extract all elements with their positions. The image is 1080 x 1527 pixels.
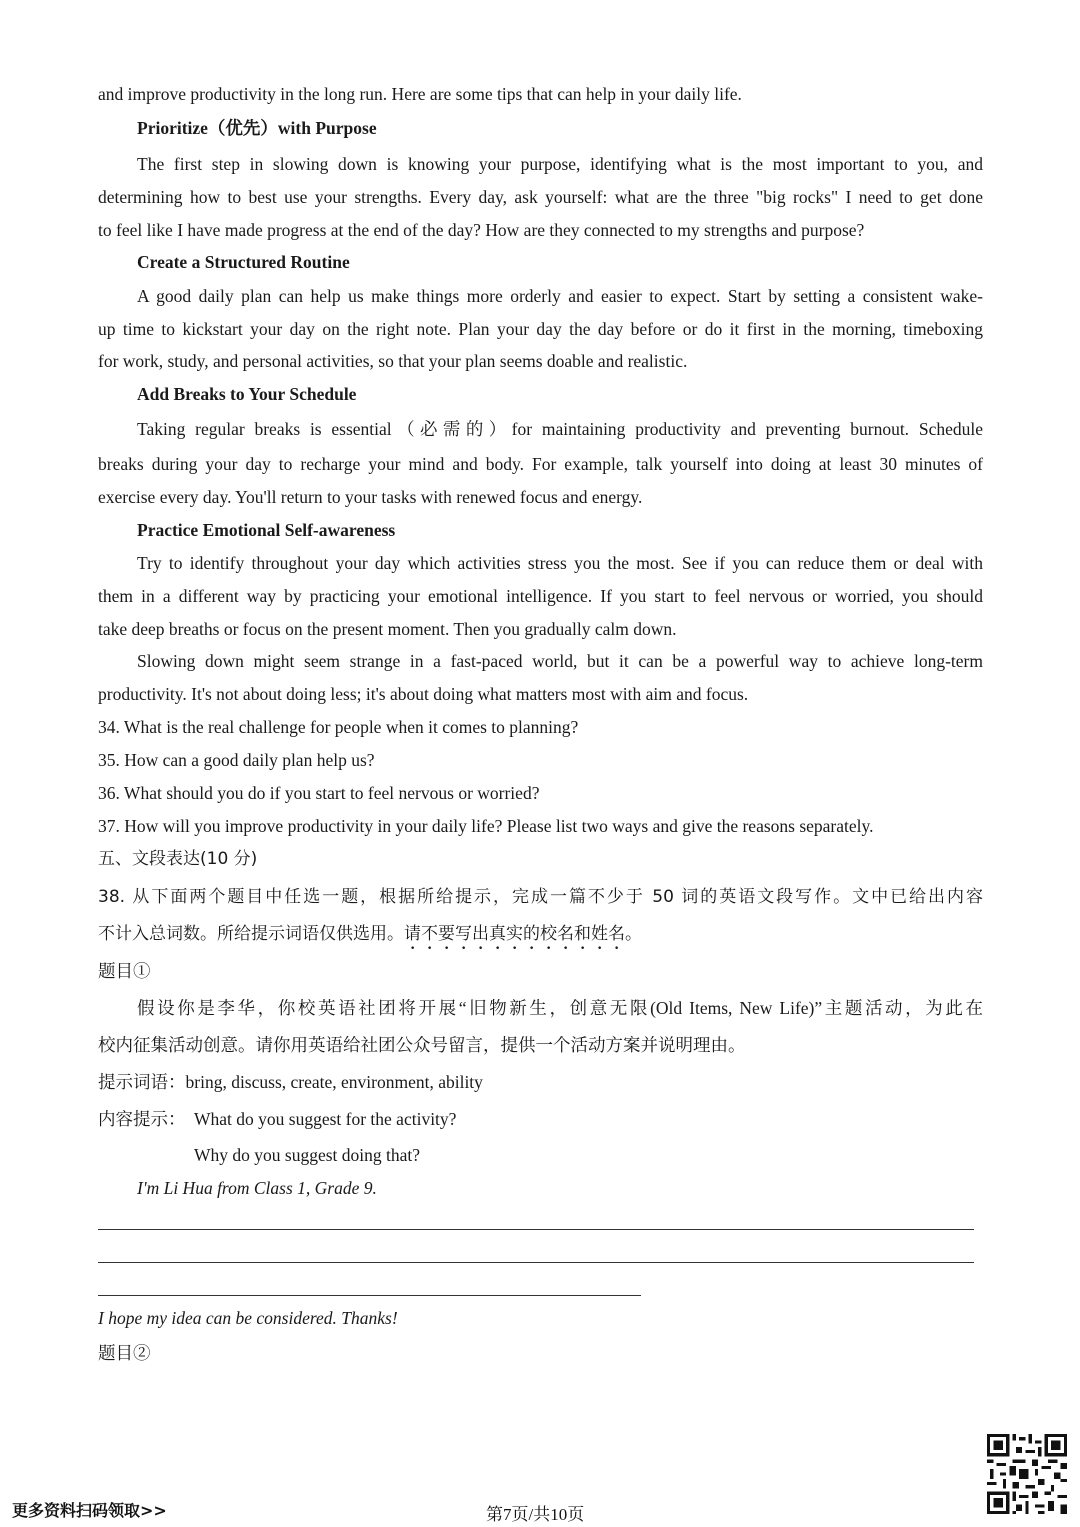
text-line: for work, study, and personal activities, so that your plan seems doable and realistic. [98,351,688,371]
section-title: 五、文段表达(10 分) [98,849,258,869]
text-line: productivity. It's not about doing less; it's about doing what matters most with aim and focus. [98,684,749,704]
text-line: take deep breaths or focus on the present moment. Then you gradually calm down. [98,619,677,639]
section-heading: Add Breaks to Your Schedule [137,384,357,404]
question-37: 37. How will you improve productivity in your daily life? Please list two ways and give the reasons separately. [98,816,874,836]
q38-end: 。 [625,924,642,944]
section-heading: Prioritize（优先）with Purpose [137,118,377,138]
section-heading: Practice Emotional Self-awareness [137,520,396,540]
qr-code-icon [987,1434,1067,1514]
text-line: determining how to best use your strengths. Every day, ask yourself: what are the three "big rocks" I need to get done [98,187,983,207]
text-line: A good daily plan can help us make things more orderly and easier to expect. Start by setting a consistent wake- [137,286,983,306]
section-heading: Create a Structured Routine [137,252,350,272]
text-line: Slowing down might seem strange in a fast-paced world, but it can be a powerful way to achieve long-term [137,651,983,671]
text-line: exercise every day. You'll return to your tasks with renewed focus and energy. [98,487,643,507]
text-line: Try to identify throughout your day which activities stress you the most. See if you can reduce them or deal with [137,553,983,573]
hint-content: What do you suggest for the activity? [194,1109,457,1129]
question-35: 35. How can a good daily plan help us? [98,750,375,770]
topic-2-label: 题目② [98,1343,151,1363]
text-line: and improve productivity in the long run. Here are some tips that can help in your daily life. [98,84,742,104]
page-number: 第7页/共10页 [486,1505,585,1524]
question-38-line: 38. 从下面两个题目中任选一题，根据所给提示，完成一篇不少于 50 词的英语文段写作。文中已给出内容 [98,887,983,907]
opening-sentence: I'm Li Hua from Class 1, Grade 9. [137,1178,377,1198]
hint-content-label: 内容提示： [98,1109,186,1129]
q38-text: 不计入总词数。所给提示词语仅供选用。 [98,924,404,944]
question-36: 36. What should you do if you start to feel nervous or worried? [98,783,540,803]
topic-1-text: 假设你是李华，你校英语社团将开展“旧物新生，创意无限(Old Items, New Life)”主题活动，为此在 [137,998,983,1018]
text-line: The first step in slowing down is knowing your purpose, identifying what is the most important to you, and [137,154,983,174]
text-line: to feel like I have made progress at the end of the day? How are they connected to my strengths and purpose? [98,220,865,240]
text-line: them in a different way by practicing your emotional intelligence. If you start to feel nervous or worried, you should [98,586,983,606]
closing-sentence: I hope my idea can be considered. Thanks! [98,1308,398,1328]
footer-link[interactable]: 更多资料扫码领取>> [12,1501,167,1520]
topic-1-label: 题目① [98,961,151,981]
answer-line [98,1295,641,1296]
question-34: 34. What is the real challenge for people when it comes to planning? [98,717,579,737]
text-line: Taking regular breaks is essential（必需的）for maintaining productivity and preventing burnout. Schedule [137,419,983,439]
answer-line [98,1229,974,1230]
text-line: breaks during your day to recharge your mind and body. For example, talk yourself into doing at least 30 minutes of [98,454,983,474]
hint-content: Why do you suggest doing that? [194,1145,421,1165]
text-line: up time to kickstart your day on the right note. Plan your day the day before or do it first in the morning, timeboxing [98,319,983,339]
question-38-line [98,922,642,954]
emphasis-text: 请不要写出真实的校名和姓名 [404,924,625,944]
topic-1-text: 校内征集活动创意。请你用英语给社团公众号留言，提供一个活动方案并说明理由。 [98,1035,746,1055]
answer-line [98,1262,974,1263]
hint-words: 提示词语：bring, discuss, create, environment, ability [98,1072,483,1092]
